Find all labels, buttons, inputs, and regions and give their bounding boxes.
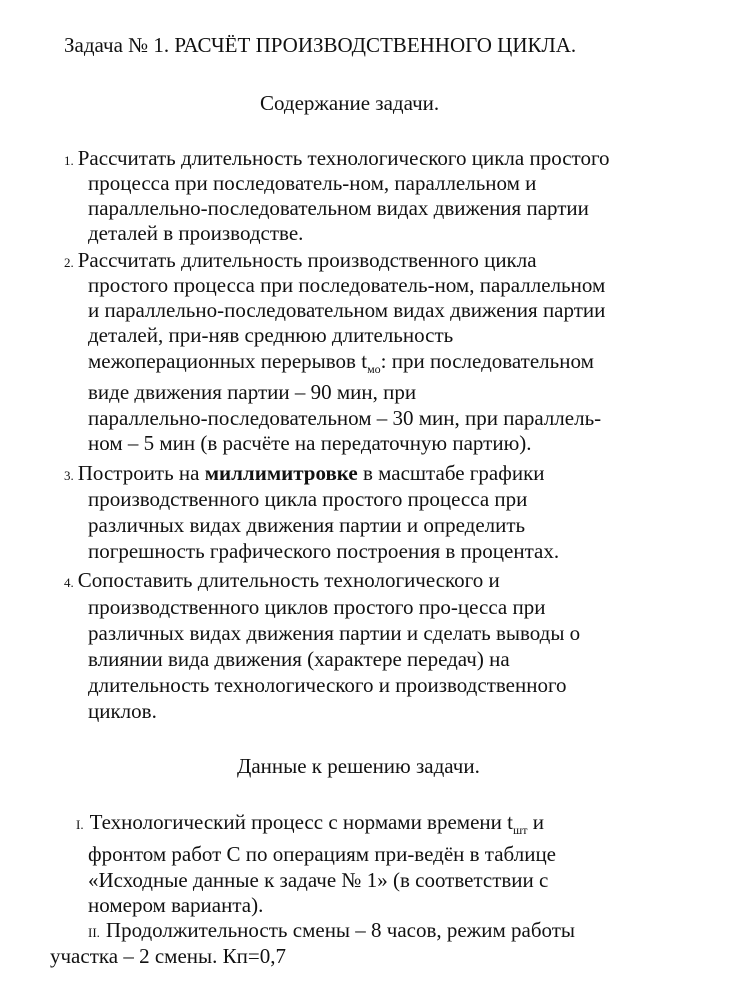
task-2-line-7: параллельно-последовательном – 30 мин, при параллель-	[88, 406, 602, 430]
data-item-2-line-2: участка – 2 смены. Кп=0,7	[50, 944, 286, 968]
bold-term: миллимитровке	[204, 461, 358, 485]
data-item-2-number: II.	[88, 925, 100, 940]
task-4-line-6: циклов.	[88, 699, 157, 723]
task-2-line-4: деталей, при-няв среднюю длительность	[88, 323, 454, 347]
task-1-line-2: процесса при последователь-ном, параллельном и	[88, 171, 537, 195]
task-2-line-2: простого процесса при последователь-ном, параллельном	[88, 273, 606, 297]
task-4-line-1: 4. Сопоставить длительность технологического и	[64, 568, 500, 592]
task-2-line-1: 2. Рассчитать длительность производственного цикла	[64, 248, 537, 272]
data-item-1-line-1: I. Технологический процесс с нормами времени $t_{шт}$ и	[76, 810, 544, 837]
task-3-number: 3.	[64, 468, 74, 483]
data-item-2-line-1: II. Продолжительность смены – 8 часов, режим работы	[88, 918, 576, 942]
t-mo-subscript: мо	[367, 362, 381, 376]
task-4-line-2: производственного циклов простого про-цесса при	[88, 595, 546, 619]
t-sht-subscript: шт	[512, 823, 528, 837]
task-1-number: 1.	[64, 153, 74, 168]
task-4-line-4: влиянии вида движения (характере передач) на	[88, 647, 510, 671]
task-1-line-3: параллельно-последовательном видах движения партии	[88, 196, 589, 220]
data-item-1-line-3: «Исходные данные к задаче № 1» (в соответствии с	[88, 868, 549, 892]
data-item-1-line-2: фронтом работ С по операциям при-ведён в таблице	[88, 842, 556, 866]
task-2-line-5: межоперационных перерывов $t_{мо}$: при последовательном	[88, 349, 594, 376]
content-heading: Содержание задачи.	[260, 91, 440, 115]
data-item-1-number: I.	[76, 817, 84, 832]
task-1-line-4: деталей в производстве.	[88, 221, 304, 245]
task-4-line-5: длительность технологического и производственного	[88, 673, 567, 697]
task-3-line-2: производственного цикла простого процесса при	[88, 487, 528, 511]
task-2-line-6: виде движения партии – 90 мин, при	[88, 380, 417, 404]
task-2-line-3: и параллельно-последовательном видах движения партии	[88, 298, 606, 322]
data-heading: Данные к решению задачи.	[237, 754, 480, 778]
task-3-line-4: погрешность графического построения в процентах.	[88, 539, 560, 563]
task-4-number: 4.	[64, 575, 74, 590]
document-title: Задача № 1. РАСЧЁТ ПРОИЗВОДСТВЕННОГО ЦИКЛА.	[64, 33, 577, 57]
task-4-line-3: различных видах движения партии и сделать выводы о	[88, 621, 581, 645]
task-2-number: 2.	[64, 255, 74, 270]
task-1-line-1: 1. Рассчитать длительность технологического цикла простого	[64, 146, 610, 170]
data-item-1-line-4: номером варианта).	[88, 893, 264, 917]
task-3-line-1: 3. Построить на миллимитровке в масштабе графики	[64, 461, 545, 485]
task-2-line-8: ном – 5 мин (в расчёте на передаточную партию).	[88, 431, 532, 455]
task-3-line-3: различных видах движения партии и определить	[88, 513, 526, 537]
